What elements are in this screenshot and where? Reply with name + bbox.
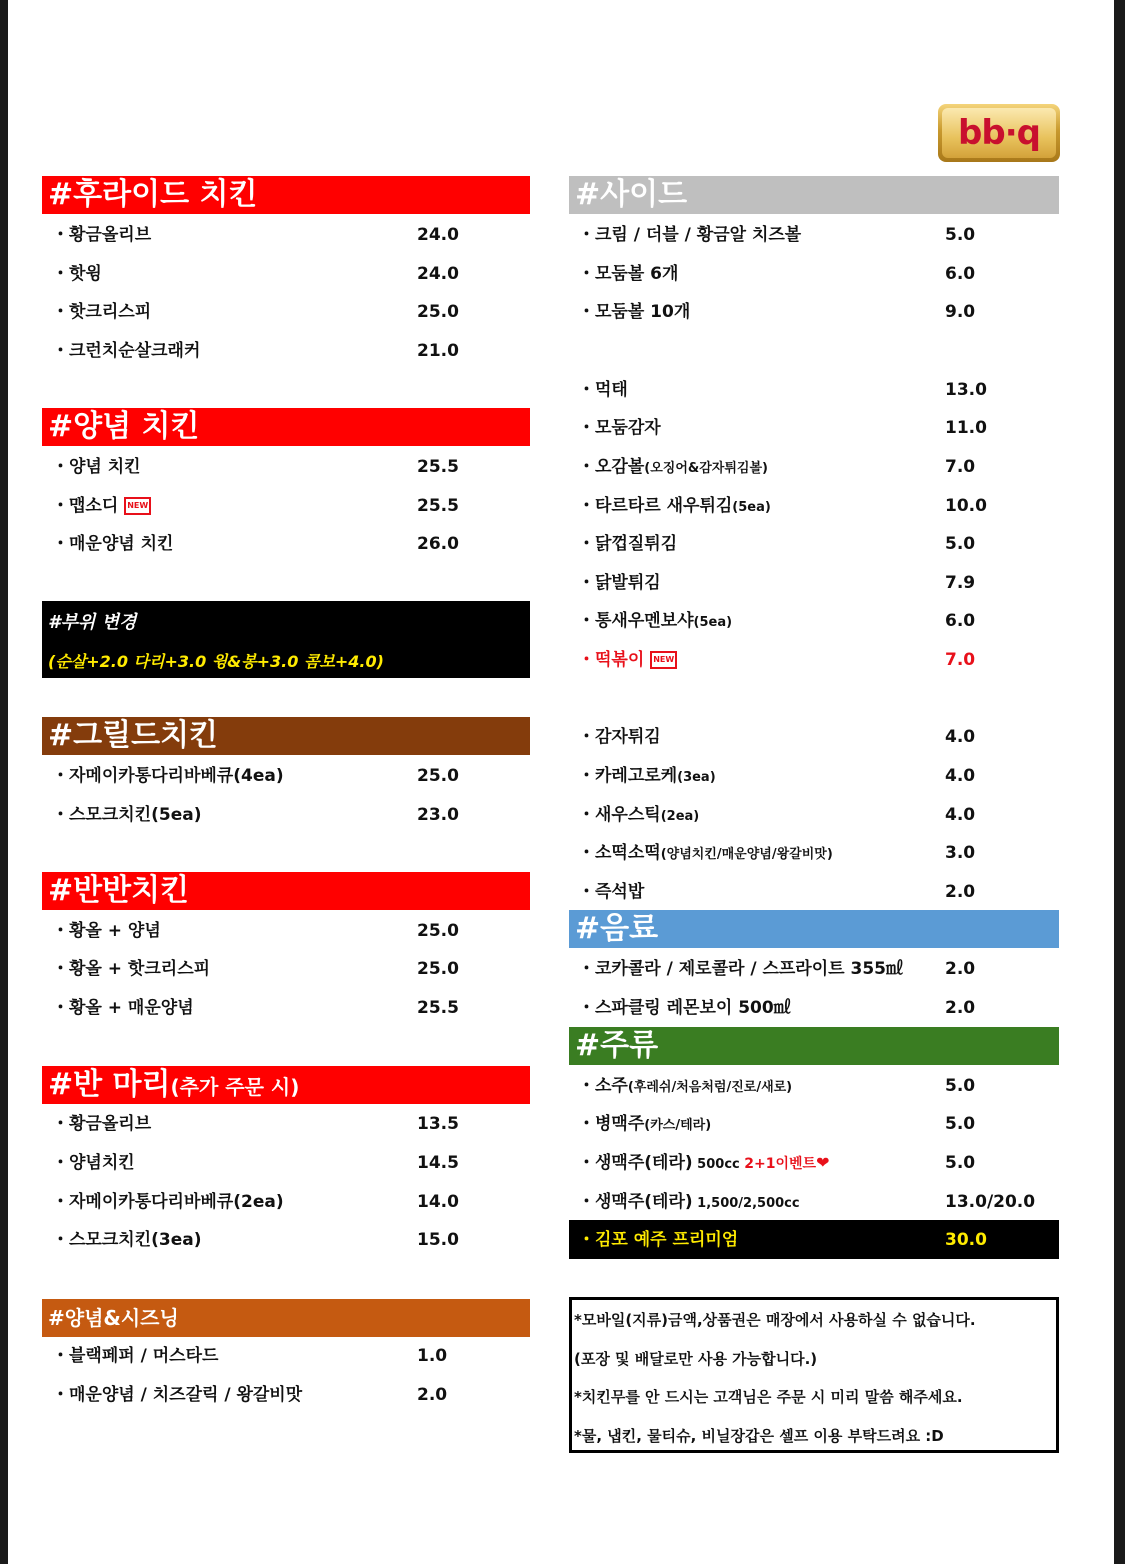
premium-price: 30.0 <box>945 1230 987 1250</box>
header-grilled: #그릴드치킨 <box>42 717 530 755</box>
menu-price: 24.0 <box>417 264 459 284</box>
menu-price: 13.0/20.0 <box>945 1192 1036 1212</box>
notice-box <box>569 1297 1059 1453</box>
menu-price: 24.0 <box>417 225 459 245</box>
menu-item: ・핫크리스피 <box>52 302 152 322</box>
bbq-logo <box>938 104 1060 162</box>
menu-item: ・모둠감자 <box>578 418 661 438</box>
menu-price: 9.0 <box>945 302 976 322</box>
menu-price: 4.0 <box>945 766 976 786</box>
premium-item: ・김포 예주 프리미엄 <box>578 1230 739 1250</box>
header-fried: #후라이드 치킨 <box>42 176 530 214</box>
menu-price: 6.0 <box>945 264 976 284</box>
menu-item: ・황금올리브 <box>52 225 152 245</box>
menu-item: ・즉석밥 <box>578 882 645 902</box>
menu-item: ・생맥주(테라) 500cc 2+1이벤트❤ <box>578 1153 830 1173</box>
menu-item: ・카레고로케(3ea) <box>578 766 716 786</box>
menu-item: ・모둠볼 6개 <box>578 264 679 284</box>
notice-line: *모바일(지류)금액,상품권은 매장에서 사용하실 수 없습니다. <box>574 1311 976 1329</box>
menu-price: 21.0 <box>417 341 459 361</box>
menu-item: ・닭발튀김 <box>578 573 661 593</box>
menu-item: ・매운양념 / 치즈갈릭 / 왕갈비맛 <box>52 1385 303 1405</box>
menu-price: 25.5 <box>417 496 459 516</box>
menu-item: ・코카콜라 / 제로콜라 / 스프라이트 355㎖ <box>578 959 903 979</box>
menu-price: 23.0 <box>417 805 459 825</box>
menu-price: 25.0 <box>417 959 459 979</box>
menu-item: ・맵소디 NEW <box>52 491 151 521</box>
menu-item: ・크림 / 더블 / 황금알 치즈볼 <box>578 225 802 245</box>
menu-price: 6.0 <box>945 611 976 631</box>
menu-item: ・핫윙 <box>52 264 102 284</box>
menu-item: ・감자튀김 <box>578 727 661 747</box>
menu-item-highlight: ・떡볶이 NEW <box>578 645 677 675</box>
part-change-title: #부위 변경 <box>48 612 137 633</box>
header-half: #반 마리(추가 주문 시) <box>42 1066 530 1104</box>
header-half-half: #반반치킨 <box>42 872 530 910</box>
header-alcohol: #주류 <box>569 1027 1059 1065</box>
menu-price: 25.0 <box>417 302 459 322</box>
menu-price: 25.0 <box>417 921 459 941</box>
heart-icon: ❤ <box>816 1153 830 1172</box>
menu-price: 15.0 <box>417 1230 459 1250</box>
menu-price: 2.0 <box>945 998 976 1018</box>
menu-price: 5.0 <box>945 1076 976 1096</box>
menu-price: 25.5 <box>417 998 459 1018</box>
menu-price: 13.0 <box>945 380 987 400</box>
menu-item: ・블랙페퍼 / 머스타드 <box>52 1346 219 1366</box>
notice-line: (포장 및 배달로만 사용 가능합니다.) <box>574 1350 818 1368</box>
menu-price: 5.0 <box>945 1153 976 1173</box>
menu-item: ・황금올리브 <box>52 1114 152 1134</box>
menu-item: ・스모크치킨(3ea) <box>52 1230 202 1250</box>
header-drinks: #음료 <box>569 910 1059 948</box>
menu-price: 10.0 <box>945 496 987 516</box>
notice-line: *물, 냅킨, 물티슈, 비닐장갑은 셀프 이용 부탁드려요 :D <box>574 1427 944 1445</box>
menu-price: 2.0 <box>945 882 976 902</box>
menu-price-highlight: 7.0 <box>945 650 976 670</box>
menu-price: 3.0 <box>945 843 976 863</box>
menu-item: ・먹태 <box>578 380 628 400</box>
menu-item: ・새우스틱(2ea) <box>578 805 700 825</box>
menu-price: 25.5 <box>417 457 459 477</box>
menu-page <box>8 0 1114 1564</box>
header-yangnyeom: #양념 치킨 <box>42 408 530 446</box>
menu-item: ・통새우멘보샤(5ea) <box>578 611 733 631</box>
menu-price: 7.9 <box>945 573 976 593</box>
menu-item: ・양념치킨 <box>52 1153 135 1173</box>
menu-price: 4.0 <box>945 727 976 747</box>
menu-price: 5.0 <box>945 534 976 554</box>
menu-item: ・황올 + 양념 <box>52 921 161 941</box>
menu-item: ・스모크치킨(5ea) <box>52 805 202 825</box>
menu-item: ・닭껍질튀김 <box>578 534 678 554</box>
menu-item: ・스파클링 레몬보이 500㎖ <box>578 998 791 1018</box>
menu-item: ・병맥주(카스/테라) <box>578 1114 712 1134</box>
menu-price: 13.5 <box>417 1114 459 1134</box>
menu-item: ・양념 치킨 <box>52 457 141 477</box>
menu-price: 26.0 <box>417 534 459 554</box>
menu-price: 4.0 <box>945 805 976 825</box>
menu-item: ・모둠볼 10개 <box>578 302 691 322</box>
menu-item: ・소주(후레쉬/처음처럼/진로/새로) <box>578 1076 793 1096</box>
menu-price: 14.0 <box>417 1192 459 1212</box>
menu-item: ・타르타르 새우튀김(5ea) <box>578 496 771 516</box>
menu-item: ・오감볼(오징어&감자튀김볼) <box>578 457 768 477</box>
header-seasoning: #양념&시즈닝 <box>42 1299 530 1337</box>
new-badge: NEW <box>650 651 677 669</box>
menu-price: 14.5 <box>417 1153 459 1173</box>
menu-price: 5.0 <box>945 1114 976 1134</box>
menu-item: ・매운양념 치킨 <box>52 534 174 554</box>
menu-price: 2.0 <box>945 959 976 979</box>
menu-price: 7.0 <box>945 457 976 477</box>
menu-item: ・자메이카통다리바베큐(2ea) <box>52 1192 284 1212</box>
menu-item: ・황올 + 매운양념 <box>52 998 194 1018</box>
menu-item: ・황올 + 핫크리스피 <box>52 959 211 979</box>
logo-text: bb·q <box>942 108 1056 158</box>
header-side: #사이드 <box>569 176 1059 214</box>
event-label: 2+1이벤트 <box>744 1156 817 1172</box>
part-change-detail: (순살+2.0 다리+3.0 윙&봉+3.0 콤보+4.0) <box>48 652 384 671</box>
new-badge: NEW <box>124 497 151 515</box>
menu-item: ・자메이카통다리바베큐(4ea) <box>52 766 284 786</box>
menu-price: 2.0 <box>417 1385 448 1405</box>
menu-price: 5.0 <box>945 225 976 245</box>
menu-item: ・크런치순살크래커 <box>52 341 201 361</box>
menu-item: ・생맥주(테라) 1,500/2,500cc <box>578 1192 800 1212</box>
menu-price: 11.0 <box>945 418 987 438</box>
notice-line: *치킨무를 안 드시는 고객님은 주문 시 미리 말씀 해주세요. <box>574 1388 963 1406</box>
menu-price: 1.0 <box>417 1346 448 1366</box>
menu-item: ・소떡소떡(양념치킨/매운양념/왕갈비맛) <box>578 843 833 863</box>
menu-price: 25.0 <box>417 766 459 786</box>
